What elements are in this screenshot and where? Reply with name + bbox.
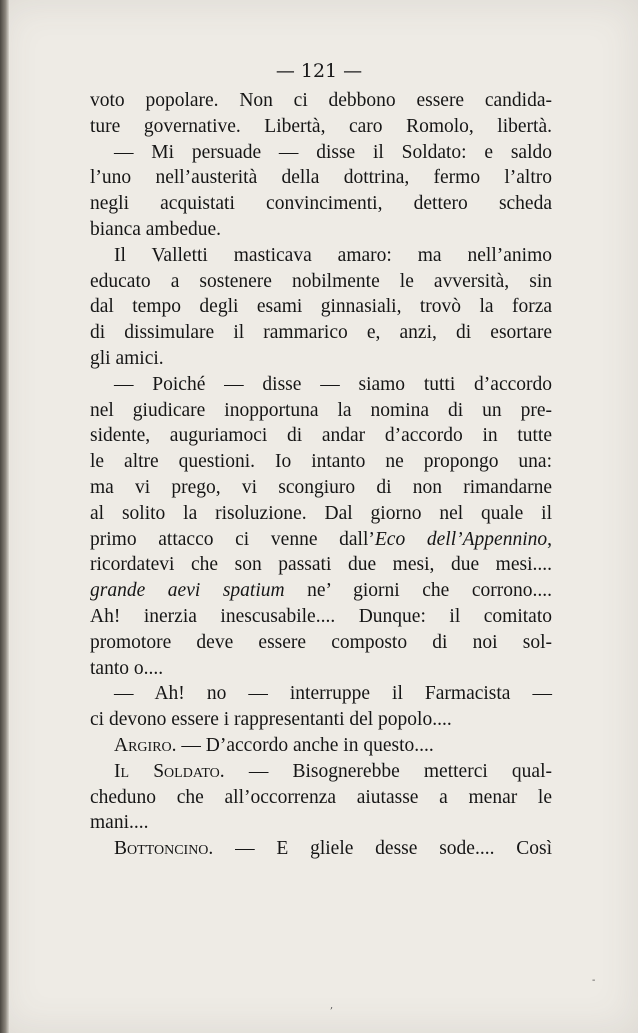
line-text: dal tempo degli esami ginnasiali, trovò la forza bbox=[90, 296, 552, 318]
line-text: bianca ambedue. bbox=[90, 218, 222, 240]
text-line bbox=[90, 165, 552, 191]
text-line bbox=[90, 269, 552, 295]
line-text: educato a sostenere nobilmente le avversità, sin bbox=[90, 270, 552, 292]
italic-text: grande aevi spatium bbox=[90, 580, 285, 602]
text-line bbox=[90, 630, 552, 656]
text-line bbox=[90, 578, 552, 604]
text-line bbox=[90, 423, 552, 449]
text-line bbox=[90, 191, 552, 217]
line-text: — Ah! no — interruppe il Farmacista — bbox=[114, 683, 552, 705]
line-text: sidente, auguriamoci di andar d’accordo in tutte bbox=[90, 425, 552, 447]
italic-text: Eco dell’Appennino bbox=[374, 528, 548, 550]
speaker-name: Bottoncino. bbox=[114, 838, 214, 860]
line-text: negli acquistati convincimenti, dettero scheda bbox=[90, 193, 552, 215]
text-line bbox=[90, 836, 552, 862]
text-line bbox=[90, 217, 552, 243]
text-line bbox=[90, 501, 552, 527]
text-line bbox=[90, 527, 552, 553]
line-text: al solito la risoluzione. Dal giorno nel quale il bbox=[90, 502, 552, 524]
text-line bbox=[90, 372, 552, 398]
speaker-name: Argiro. bbox=[114, 734, 177, 756]
text-line bbox=[90, 759, 552, 785]
page-speck: - bbox=[592, 975, 596, 986]
line-text: voto popolare. Non ci debbono essere candida- bbox=[90, 90, 552, 111]
page-body-text bbox=[90, 88, 552, 862]
text-line bbox=[90, 294, 552, 320]
line-text: — Poiché — disse — siamo tutti d’accordo bbox=[114, 373, 552, 395]
line-text: — Bisognerebbe metterci qual- bbox=[224, 760, 552, 782]
line-text: le altre questioni. Io intanto ne propongo una: bbox=[90, 451, 552, 473]
text-line bbox=[90, 243, 552, 269]
line-text: Ah! inerzia inescusabile.... Dunque: il comitato bbox=[90, 605, 552, 627]
text-line bbox=[90, 88, 552, 114]
line-text: — D’accordo anche in questo.... bbox=[176, 734, 434, 756]
line-text: ci devono essere i rappresentanti del popolo.... bbox=[90, 709, 452, 731]
text-line bbox=[90, 810, 552, 836]
text-line bbox=[90, 656, 552, 682]
page-number: — 121 — bbox=[275, 60, 363, 82]
line-text: Il Valletti masticava amaro: ma nell’animo bbox=[114, 244, 552, 266]
line-text: nel giudicare inopportuna la nomina di un pre- bbox=[90, 399, 552, 421]
line-text: gli amici. bbox=[90, 347, 164, 369]
line-text: promotore deve essere composto di noi sol- bbox=[90, 631, 552, 653]
line-text: di dissimulare il rammarico e, anzi, di esortare bbox=[90, 322, 552, 344]
line-text: , bbox=[547, 528, 552, 550]
line-text: ne’ giorni che corrono.... bbox=[284, 580, 552, 602]
line-text: ture governative. Libertà, caro Romolo, libertà. bbox=[90, 115, 552, 137]
line-text: mani.... bbox=[90, 812, 149, 834]
text-line bbox=[90, 475, 552, 501]
text-line bbox=[90, 140, 552, 166]
line-text: — Mi persuade — disse il Soldato: e saldo bbox=[114, 141, 552, 163]
line-text: cheduno che all’occorrenza aiutasse a menar le bbox=[90, 786, 552, 808]
line-text: ricordatevi che son passati due mesi, due mesi.... bbox=[90, 554, 552, 576]
line-text: tanto o.... bbox=[90, 657, 164, 679]
text-line bbox=[90, 681, 552, 707]
text-line bbox=[90, 449, 552, 475]
line-text: l’uno nell’austerità della dottrina, fermo l’altro bbox=[90, 167, 552, 189]
page-binding-edge bbox=[0, 0, 9, 1033]
text-line bbox=[90, 114, 552, 140]
text-line bbox=[90, 320, 552, 346]
text-line bbox=[90, 707, 552, 733]
line-text: primo attacco ci venne dall’ bbox=[90, 528, 375, 550]
text-line bbox=[90, 604, 552, 630]
text-line bbox=[90, 346, 552, 372]
text-line bbox=[90, 552, 552, 578]
text-line bbox=[90, 733, 552, 759]
line-text: — E gliele desse sode.... Così bbox=[213, 838, 552, 860]
text-line bbox=[90, 398, 552, 424]
speaker-name: Il Soldato. bbox=[114, 760, 225, 782]
line-text: ma vi prego, vi scongiuro di non rimandarne bbox=[90, 476, 552, 498]
page-speck: , bbox=[330, 1000, 334, 1011]
text-line bbox=[90, 785, 552, 811]
